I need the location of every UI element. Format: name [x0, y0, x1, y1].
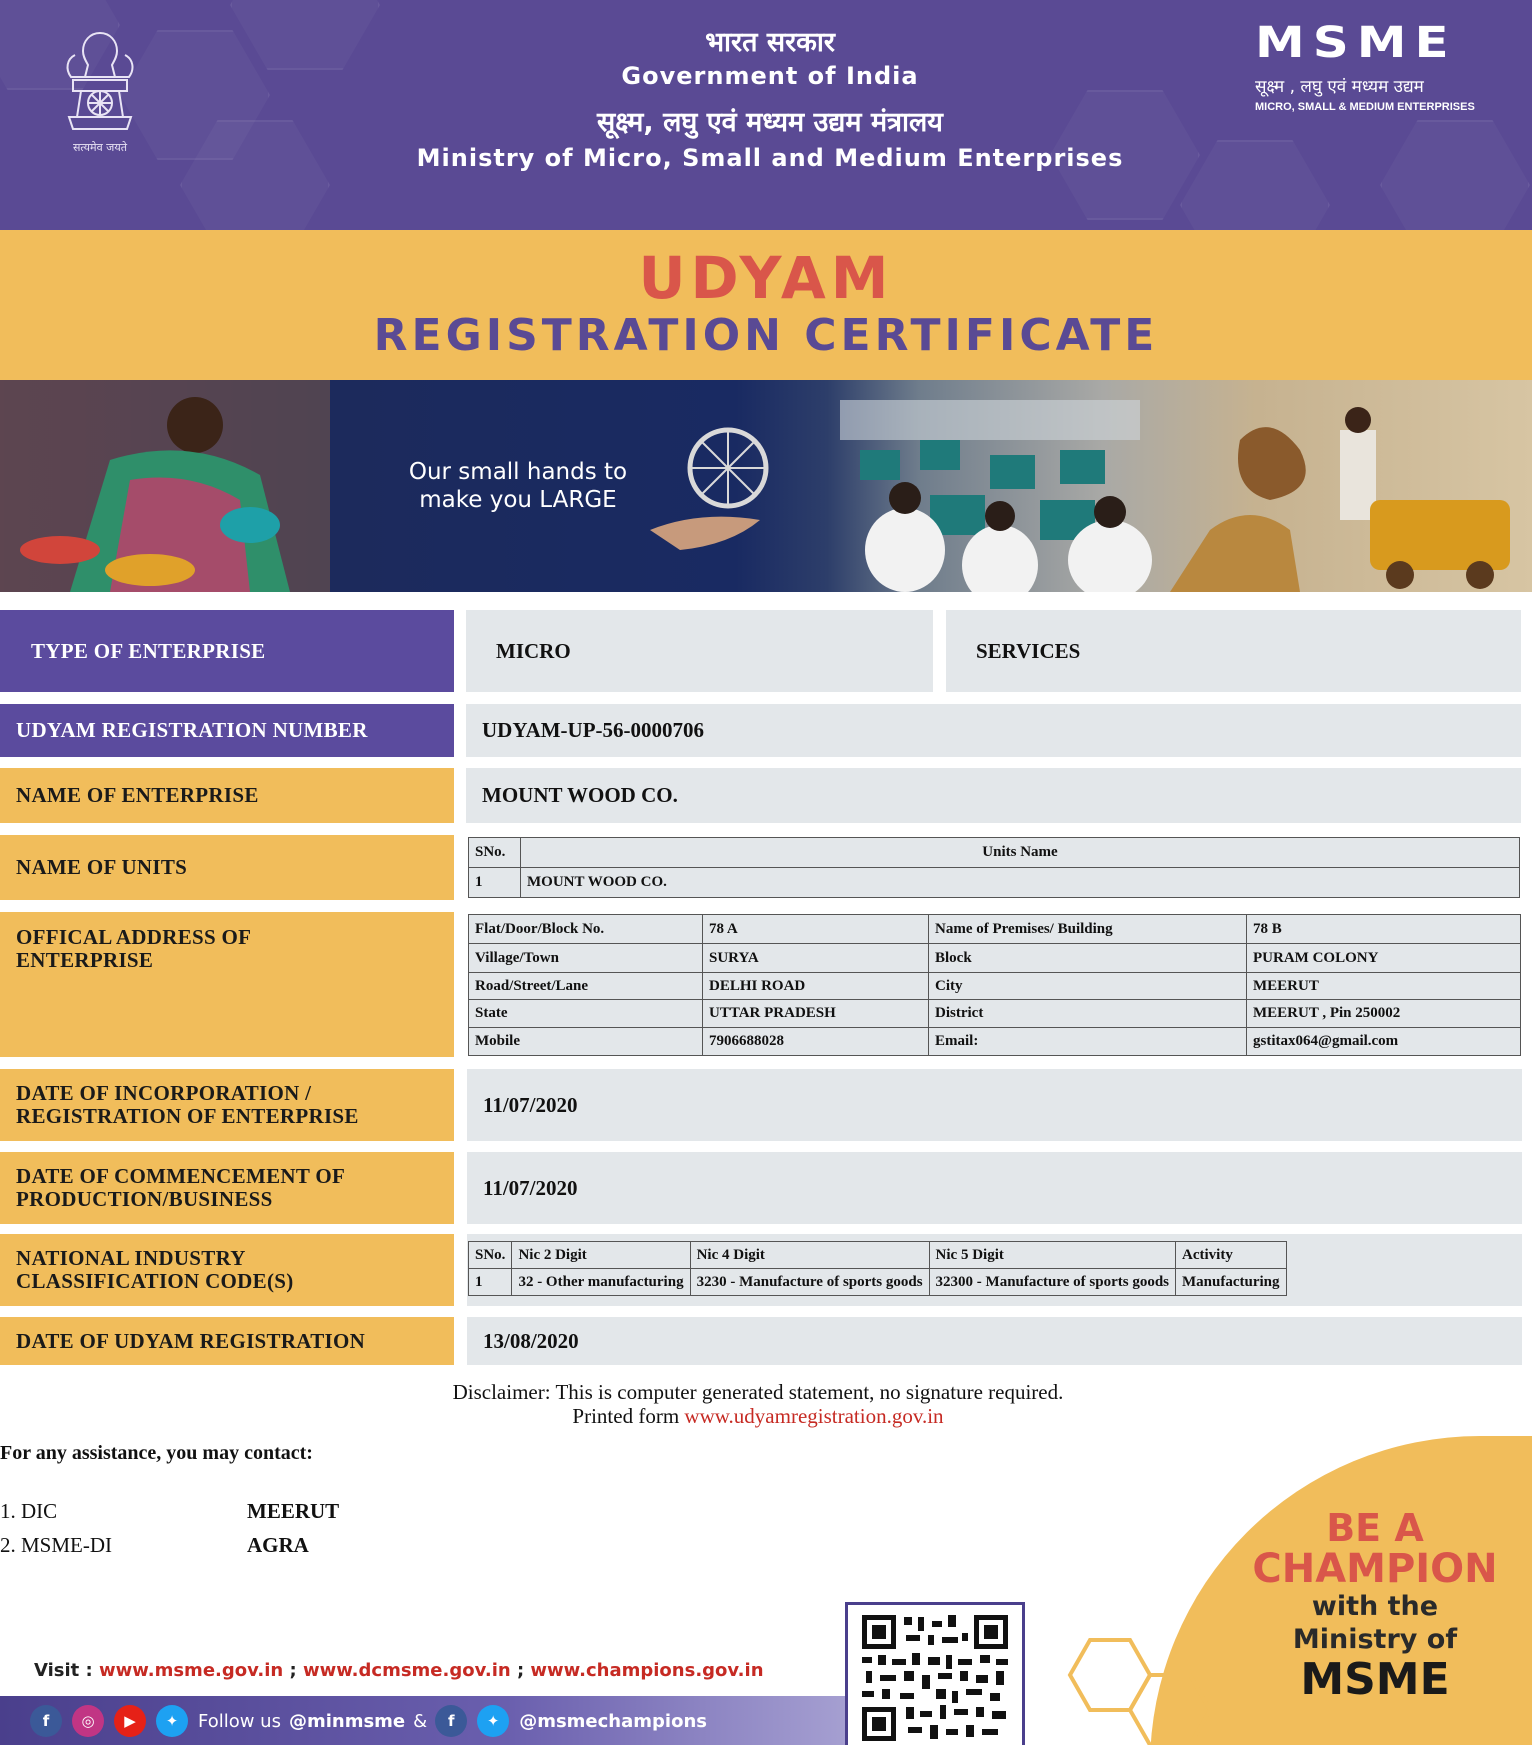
msme-logo-word: MSME: [1255, 17, 1457, 68]
address-cell: City: [929, 973, 1247, 1000]
visit-label: Visit :: [34, 1660, 100, 1681]
enterprise-type-value: MICRO: [466, 610, 933, 692]
date-of-commencement-label-line1: DATE OF COMMENCEMENT OF: [16, 1164, 346, 1188]
address-cell: Road/Street/Lane: [469, 973, 703, 1000]
address-cell: State: [469, 1000, 703, 1028]
address-cell: MEERUT: [1247, 973, 1521, 1000]
banner-tagline-line1: Our small hands to: [408, 459, 628, 485]
ampersand: &: [413, 1710, 428, 1732]
table-row: [469, 1269, 1287, 1296]
facebook-icon[interactable]: f: [30, 1705, 62, 1737]
address-cell: PURAM COLONY: [1247, 944, 1521, 973]
header-band: [0, 0, 1532, 230]
champion-line5: MSME: [1300, 1654, 1450, 1705]
disclaimer-text: Disclaimer: This is computer generated statement, no signature required.: [452, 1380, 1064, 1404]
emblem-motto: सत्यमेव जयते: [72, 141, 127, 154]
units-table: [468, 837, 1520, 898]
date-of-udyam-registration-label: DATE OF UDYAM REGISTRATION: [0, 1317, 454, 1365]
udyam-registration-number-value: UDYAM-UP-56-0000706: [466, 704, 1521, 757]
date-of-commencement-value: 11/07/2020: [467, 1152, 1522, 1224]
enterprise-sector-value: SERVICES: [946, 610, 1521, 692]
msme-logo-hindi: सूक्ष्म , लघु एवं मध्यम उद्यम: [1255, 77, 1424, 97]
table-row: [469, 1000, 1521, 1028]
address-cell: SURYA: [703, 944, 929, 973]
printed-form-prefix: Printed form: [572, 1404, 685, 1428]
date-of-incorporation-label: [0, 1069, 454, 1141]
contact-name-dic: 1. DIC: [0, 1499, 58, 1523]
address-cell: Village/Town: [469, 944, 703, 973]
nic-code-label-line1: NATIONAL INDUSTRY: [16, 1246, 246, 1270]
nic-code-label-line2: CLASSIFICATION CODE(S): [16, 1269, 294, 1293]
address-cell: 78 B: [1247, 915, 1521, 944]
minmsme-handle[interactable]: @minmsme: [288, 1710, 406, 1732]
banner-illustration: [0, 380, 1532, 592]
address-cell: Name of Premises/ Building: [929, 915, 1247, 944]
email-value: gstitax064@gmail.com: [1247, 1028, 1521, 1056]
printed-form-line: [0, 1404, 1516, 1428]
hex-pattern: [1380, 120, 1530, 230]
qr-code: [845, 1602, 1025, 1745]
address-table: [468, 914, 1521, 1056]
nic-header: Activity: [1176, 1242, 1287, 1269]
disclaimer-block: [0, 1380, 1516, 1428]
twitter-icon[interactable]: ✦: [156, 1705, 188, 1737]
udyam-registration-number-label: UDYAM REGISTRATION NUMBER: [0, 704, 454, 757]
date-of-incorporation-label-line1: DATE OF INCORPORATION /: [16, 1081, 312, 1105]
nic-code-label: [0, 1234, 454, 1306]
address-cell: Flat/Door/Block No.: [469, 915, 703, 944]
gov-english-title: Government of India: [621, 62, 919, 90]
msme-logo: [1255, 17, 1487, 113]
address-cell: DELHI ROAD: [703, 973, 929, 1000]
msme-logo-english: MICRO, SMALL & MEDIUM ENTERPRISES: [1255, 101, 1475, 113]
twitter-icon[interactable]: ✦: [477, 1705, 509, 1737]
visit-links: [34, 1660, 764, 1681]
title-udyam: UDYAM: [638, 244, 894, 312]
title-registration-certificate: REGISTRATION CERTIFICATE: [373, 310, 1159, 361]
official-address-label-line2: ENTERPRISE: [16, 948, 154, 972]
name-of-units-label: NAME OF UNITS: [0, 835, 454, 900]
name-of-enterprise-label: NAME OF ENTERPRISE: [0, 768, 454, 823]
nic-header: SNo.: [469, 1242, 512, 1269]
champion-line3: with the: [1311, 1591, 1439, 1622]
address-cell: Block: [929, 944, 1247, 973]
date-of-udyam-registration-value: 13/08/2020: [467, 1317, 1522, 1365]
visit-separator: ;: [510, 1660, 531, 1681]
address-cell: District: [929, 1000, 1247, 1028]
date-of-incorporation-label-line2: REGISTRATION OF ENTERPRISE: [16, 1104, 359, 1128]
msme-site-link[interactable]: www.msme.gov.in: [99, 1660, 284, 1681]
champions-site-link[interactable]: www.champions.gov.in: [530, 1660, 764, 1681]
units-header-sno: SNo.: [469, 838, 521, 868]
visit-separator: ;: [283, 1660, 303, 1681]
hex-pattern: [230, 0, 380, 70]
qr-code-icon: [848, 1605, 1022, 1745]
facebook-icon[interactable]: f: [435, 1705, 467, 1737]
banner-tagline: [378, 458, 658, 514]
dcmsme-site-link[interactable]: www.dcmsme.gov.in: [302, 1660, 511, 1681]
champion-line1: BE A: [1326, 1506, 1424, 1550]
units-cell-name: MOUNT WOOD CO.: [521, 868, 1520, 898]
honeycomb-decoration: [1050, 1600, 1210, 1745]
nic-cell: 3230 - Manufacture of sports goods: [690, 1269, 929, 1296]
ministry-hindi-title: सूक्ष्म, लघु एवं मध्यम उद्यम मंत्रालय: [597, 107, 943, 138]
nic-header: Nic 2 Digit: [512, 1242, 690, 1269]
banner-tagline-line2: make you LARGE: [419, 487, 617, 513]
units-cell-sno: 1: [469, 868, 521, 898]
date-of-incorporation-value: 11/07/2020: [467, 1069, 1522, 1141]
address-cell: 78 A: [703, 915, 929, 944]
table-row: [469, 973, 1521, 1000]
name-of-enterprise-value: MOUNT WOOD CO.: [466, 768, 1521, 823]
table-row: [469, 915, 1521, 944]
assistance-heading: For any assistance, you may contact:: [0, 1442, 313, 1464]
address-cell: 7906688028: [703, 1028, 929, 1056]
promo-banner: [0, 380, 1532, 592]
champion-line4: Ministry of: [1292, 1624, 1458, 1655]
contact-name-msme-di: 2. MSME-DI: [0, 1533, 113, 1557]
table-row: [469, 868, 1520, 898]
address-cell: MEERUT , Pin 250002: [1247, 1000, 1521, 1028]
nic-code-table: [468, 1241, 1287, 1296]
nic-header: Nic 5 Digit: [929, 1242, 1175, 1269]
address-cell: UTTAR PRADESH: [703, 1000, 929, 1028]
nic-cell: Manufacturing: [1176, 1269, 1287, 1296]
youtube-icon[interactable]: ▶: [114, 1705, 146, 1737]
official-address-label-line1: OFFICAL ADDRESS OF: [16, 925, 252, 949]
contact-place-msme-di: AGRA: [247, 1533, 309, 1557]
msmechampions-handle[interactable]: @msmechampions: [519, 1710, 707, 1732]
nic-table-header-row: [469, 1242, 1287, 1269]
address-cell: Email:: [929, 1028, 1247, 1056]
type-of-enterprise-label: TYPE OF ENTERPRISE: [0, 610, 454, 692]
nic-cell: 32 - Other manufacturing: [512, 1269, 690, 1296]
address-cell: Mobile: [469, 1028, 703, 1056]
champion-text: [1210, 1508, 1532, 1704]
table-row: [469, 1028, 1521, 1056]
units-header-name: Units Name: [521, 838, 1520, 868]
hex-pattern: [1180, 140, 1330, 230]
instagram-icon[interactable]: ◎: [72, 1705, 104, 1737]
certificate-title-band: [0, 230, 1532, 380]
social-follow-row: [30, 1705, 715, 1737]
government-title-block: [380, 22, 1160, 172]
official-address-label: [0, 912, 454, 1057]
follow-us-text: Follow us: [198, 1710, 281, 1732]
champion-line2: CHAMPION: [1252, 1546, 1498, 1592]
nic-cell: 1: [469, 1269, 512, 1296]
gov-hindi-title: भारत सरकार: [705, 27, 835, 58]
ministry-english-title: Ministry of Micro, Small and Medium Enterprises: [416, 144, 1124, 172]
nic-header: Nic 4 Digit: [690, 1242, 929, 1269]
table-row: [469, 944, 1521, 973]
contact-place-dic: MEERUT: [247, 1499, 340, 1523]
units-table-header-row: [469, 838, 1520, 868]
udyam-registration-link[interactable]: www.udyamregistration.gov.in: [684, 1404, 944, 1428]
date-of-commencement-label-line2: PRODUCTION/BUSINESS: [16, 1187, 273, 1211]
nic-cell: 32300 - Manufacture of sports goods: [929, 1269, 1175, 1296]
date-of-commencement-label: [0, 1152, 454, 1224]
